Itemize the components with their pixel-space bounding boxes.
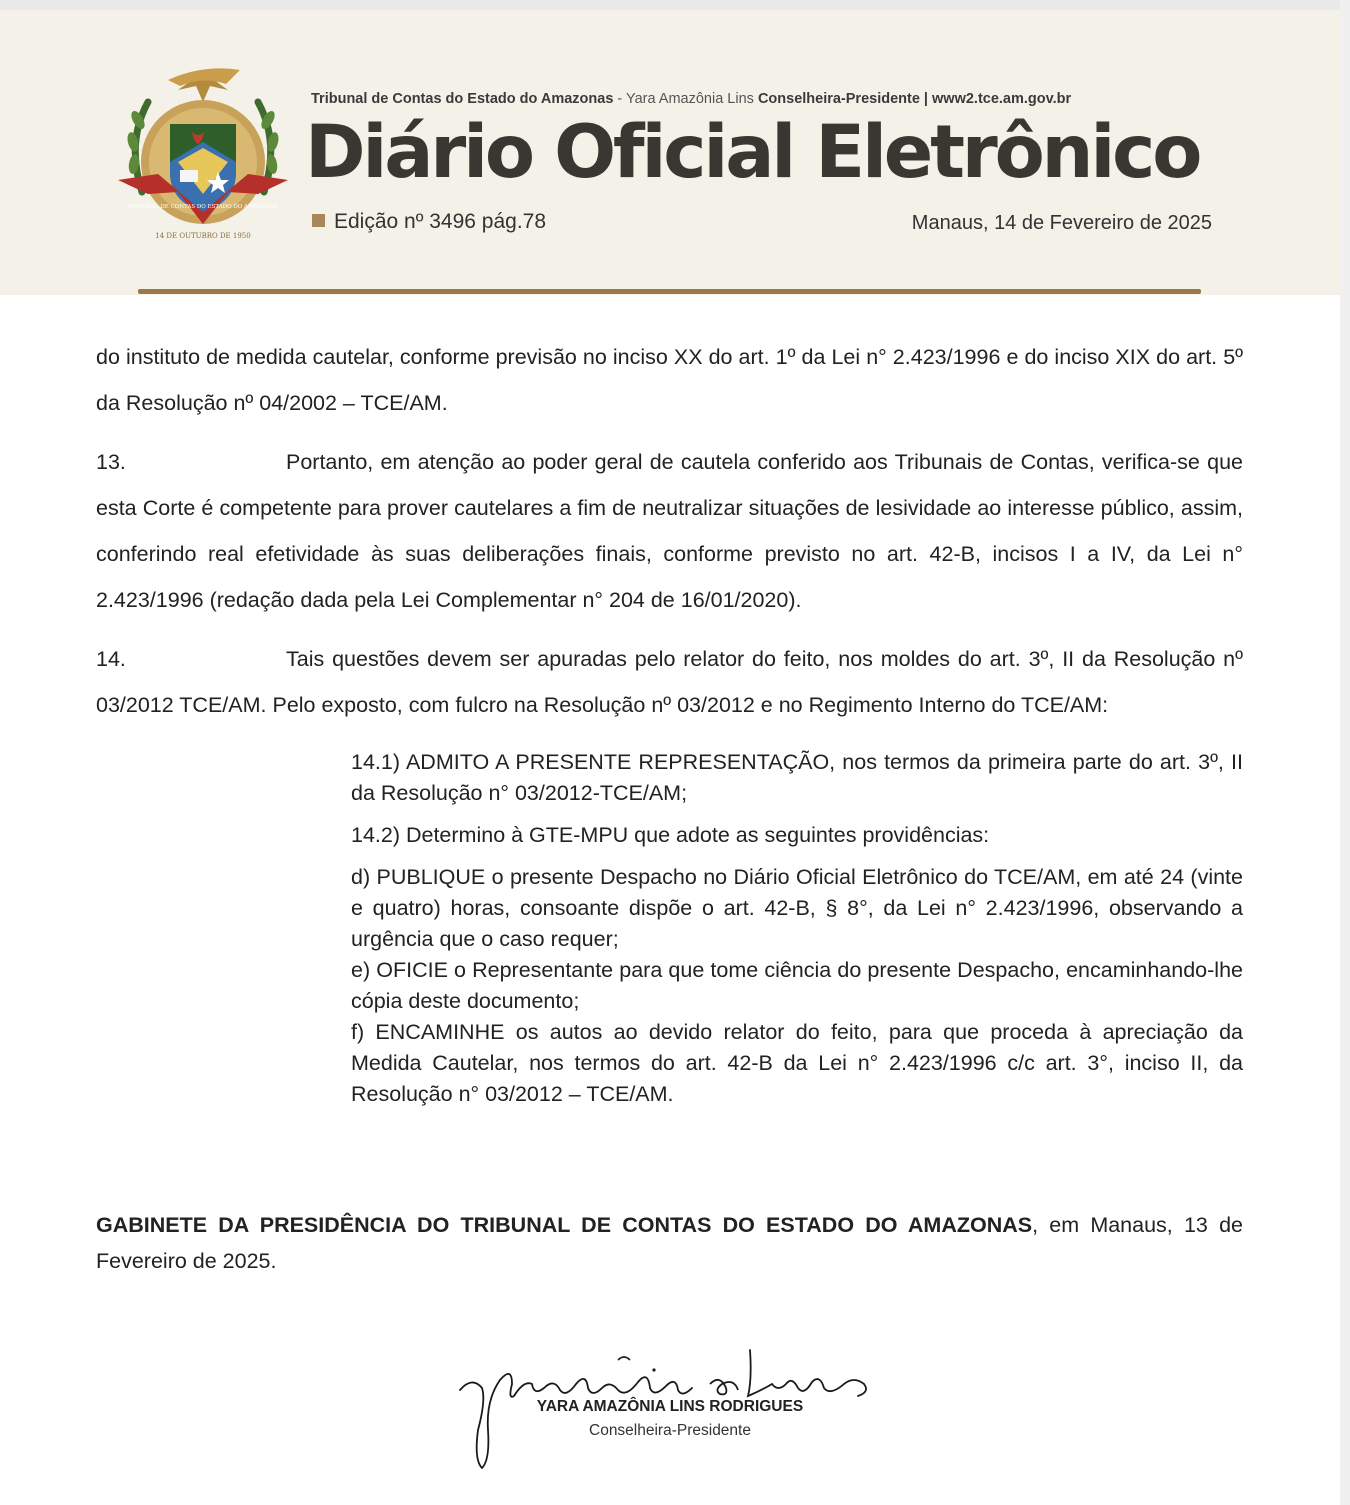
edition-number: Edição nº 3496 pág.78: [334, 210, 547, 233]
item-14-2: 14.2) Determino à GTE-MPU que adote as seguintes providências:: [351, 823, 990, 847]
publication-date: Manaus, 14 de Fevereiro de 2025: [911, 212, 1212, 234]
header-divider: [138, 289, 1201, 294]
paragraph-text: do instituto de medida cautelar, conforme previsão no inciso XX do art. 1º da Lei n° 2.423/1996 e do inciso XIX do art. 5º da Resolução nº 04/2002 – TCE/AM.: [96, 345, 1243, 415]
edition-info: [312, 210, 546, 234]
emblem-ribbon-text: 14 DE OUTUBRO DE 1950: [155, 232, 251, 240]
signatory-name: YARA AMAZÔNIA LINS RODRIGUES: [536, 1398, 804, 1415]
tce-emblem-logo: [108, 62, 298, 244]
page-right-edge: [1340, 0, 1350, 1505]
paragraph-number: 14.: [96, 647, 126, 671]
journal-title: Diário Oficial Eletrônico: [305, 110, 1200, 195]
paragraph-14: [96, 636, 1243, 728]
item-f: f) ENCAMINHE os autos ao devido relator do feito, para que proceda à apreciação da Medida Cautelar, nos termos do art. 42-B da Lei n° 2.423/1996 c/c art. 3°, inciso II, da Resolução n° 03/2012 – TCE/AM.: [351, 1020, 1243, 1106]
masthead-topline: [311, 91, 1231, 107]
paragraph-continuation: [96, 334, 1243, 426]
closing-place-date: , em Manaus, 13 de Fevereiro de 2025.: [96, 1213, 1243, 1273]
decision-items: [351, 747, 1243, 1110]
page-top-edge: [0, 0, 1350, 10]
paragraph-13: [96, 439, 1243, 623]
item-e: e) OFICIE o Representante para que tome ciência do presente Despacho, encaminhando-lhe cópia deste documento;: [351, 958, 1243, 1013]
closing-statement: [96, 1207, 1243, 1279]
item-d: d) PUBLIQUE o presente Despacho no Diário Oficial Eletrônico do TCE/AM, em até 24 (vinte e quatro) horas, consoante dispõe o art. 42-B, § 8°, da Lei n° 2.423/1996, observando a urgência que o caso requer;: [351, 865, 1243, 951]
president-name: Yara Amazônia Lins: [626, 91, 754, 107]
institution-name: Tribunal de Contas do Estado do Amazonas: [311, 91, 614, 107]
topline-separator: -: [613, 91, 627, 107]
item-14-1: 14.1) ADMITO A PRESENTE REPRESENTAÇÃO, nos termos da primeira parte do art. 3º, II da Resolução n° 03/2012-TCE/AM;: [351, 750, 1243, 805]
president-role-site: Conselheira-Presidente | www2.tce.am.gov.br: [757, 91, 1072, 107]
emblem-ring-text: TRIBUNAL DE CONTAS DO ESTADO DO AMAZONAS: [127, 204, 279, 210]
signatory-role: Conselheira-Presidente: [589, 1422, 751, 1439]
closing-office: GABINETE DA PRESIDÊNCIA DO TRIBUNAL DE CONTAS DO ESTADO DO AMAZONAS: [96, 1213, 1033, 1237]
paragraph-text: Tais questões devem ser apuradas pelo relator do feito, nos moldes do art. 3º, II da Resolução nº 03/2012 TCE/AM. Pelo exposto, com fulcro na Resolução nº 03/2012 e no Regimento Interno do TCE/AM:: [96, 647, 1243, 717]
edition-bullet: [312, 214, 325, 227]
paragraph-number: 13.: [96, 450, 126, 474]
paragraph-text: Portanto, em atenção ao poder geral de cautela conferido aos Tribunais de Contas, verifica-se que esta Corte é competente para prover cautelares a fim de neutralizar situações de lesividade ao interesse público, assim, conferindo real efetividade às suas deliberações finais, conforme previsto no art. 42-B, incisos I a IV, da Lei n° 2.423/1996 (redação dada pela Lei Complementar n° 204 de 16/01/2020).: [96, 450, 1243, 612]
